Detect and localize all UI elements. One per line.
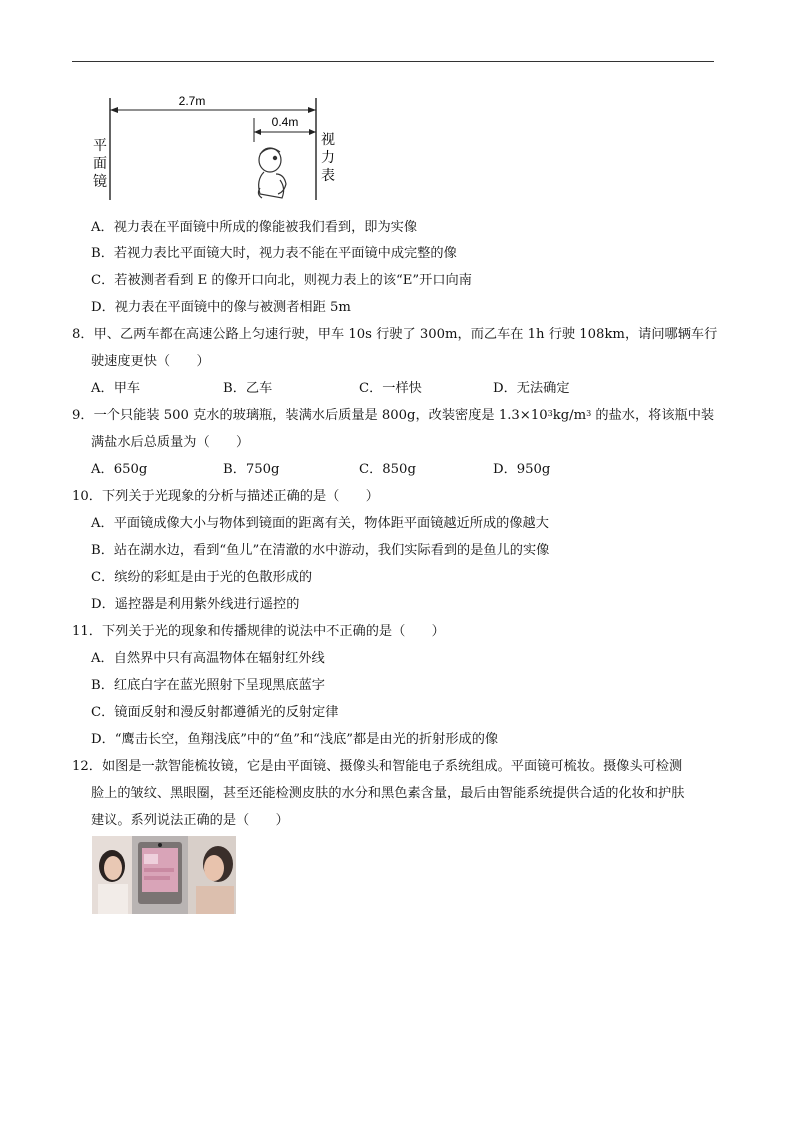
q9-option-a: A．650g — [91, 462, 148, 477]
q9-option-c: C．850g — [359, 462, 416, 477]
mirror-label-3: 镜 — [93, 174, 107, 190]
smart-mirror-photo — [92, 836, 236, 914]
q11-option-c: C．镜面反射和漫反射都遵循光的反射定律 — [91, 705, 339, 720]
q10-option-c: C．缤纷的彩虹是由于光的色散形成的 — [91, 570, 313, 585]
eye-test-diagram — [88, 92, 348, 204]
mirror-label-1: 平 — [93, 138, 107, 154]
q11-option-b: B．红底白字在蓝光照射下呈现黑底蓝字 — [91, 678, 325, 693]
header-rule — [72, 61, 714, 62]
q9-stem-unit: kg/m — [552, 408, 587, 423]
q7-option-d: D．视力表在平面镜中的像与被测者相距 5m — [91, 300, 351, 315]
q10-option-a: A．平面镜成像大小与物体到镜面的距离有关，物体距平面镜越近所成的像越大 — [91, 516, 549, 531]
q9-superscript-2: 3 — [586, 409, 592, 418]
q11-option-d: D．“鹰击长空，鱼翔浅底”中的“鱼”和“浅底”都是由光的折射形成的像 — [91, 732, 499, 747]
q8-options — [91, 380, 691, 398]
q10-option-d: D．遥控器是利用紫外线进行遥控的 — [91, 597, 300, 612]
smart-mirror-illustration — [92, 836, 236, 914]
q11-stem: 11．下列关于光的现象和传播规律的说法中不正确的是（ ） — [72, 624, 445, 639]
q9-option-d: D．950g — [493, 462, 551, 477]
q8-option-c: C．一样快 — [359, 381, 422, 396]
chart-label-2: 力 — [321, 150, 335, 166]
chart-label-1: 视 — [321, 132, 335, 148]
total-distance-label: 2.7m — [178, 94, 206, 108]
q8-stem-line2: 驶速度更快（ ） — [91, 354, 210, 369]
q9-options — [91, 461, 691, 479]
person-distance-label: 0.4m — [271, 115, 299, 129]
q7-option-b: B．若视力表比平面镜大时，视力表不能在平面镜中成完整的像 — [91, 246, 457, 261]
q8-stem-line1: 8．甲、乙两车都在高速公路上匀速行驶，甲车 10s 行驶了 300m，而乙车在 1h 行驶 108km，请问哪辆车行 — [72, 327, 718, 342]
q8-option-b: B．乙车 — [223, 381, 273, 396]
person-figure — [258, 148, 286, 198]
q8-option-d: D．无法确定 — [493, 381, 570, 396]
q9-stem-part-c: 的盐水，将该瓶中装 — [591, 408, 715, 423]
q12-stem-line2: 脸上的皱纹、黑眼圈，甚至还能检测皮肤的水分和黑色素含量，最后由智能系统提供合适的化妆和护肤 — [91, 786, 685, 801]
q11-option-a: A．自然界中只有高温物体在辐射红外线 — [91, 651, 325, 666]
q9-stem-line2: 满盐水后总质量为（ ） — [91, 435, 250, 450]
q12-stem-line1: 12．如图是一款智能梳妆镜，它是由平面镜、摄像头和智能电子系统组成。平面镜可梳妆。摄像头可检测 — [72, 759, 683, 774]
q10-option-b: B．站在湖水边，看到“鱼儿”在清澈的水中游动，我们实际看到的是鱼儿的实像 — [91, 543, 550, 558]
q9-option-b: B．750g — [223, 462, 280, 477]
q12-stem-line3: 建议。系列说法正确的是（ ） — [91, 813, 289, 828]
q9-stem-part-a: 9．一个只能装 500 克水的玻璃瓶，装满水后质量是 800g，改装密度是 1.3×10 — [72, 408, 548, 423]
mirror-label-2: 面 — [93, 156, 107, 172]
q10-stem: 10．下列关于光现象的分析与描述正确的是（ ） — [72, 489, 379, 504]
chart-label-3: 表 — [321, 168, 335, 184]
q7-option-a: A．视力表在平面镜中所成的像能被我们看到，即为实像 — [91, 220, 418, 235]
q7-option-c: C．若被测者看到 E 的像开口向北，则视力表上的该“E”开口向南 — [91, 273, 472, 288]
q9-superscript-1: 3 — [547, 409, 553, 418]
q9-stem-line1 — [72, 407, 714, 425]
diagram-svg — [88, 92, 348, 204]
q8-option-a: A．甲车 — [91, 381, 141, 396]
